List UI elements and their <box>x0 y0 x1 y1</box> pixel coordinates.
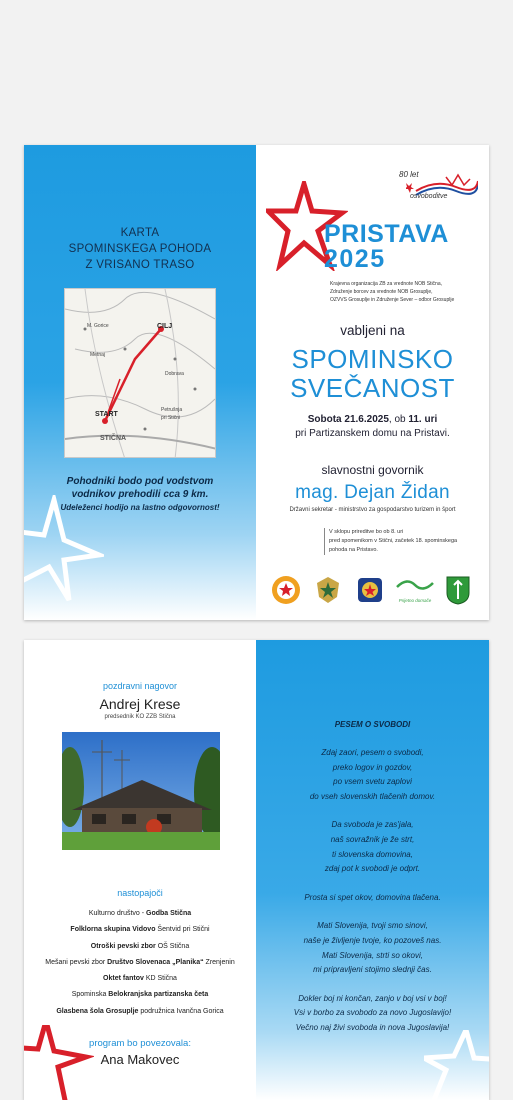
red-star-corner-icon <box>24 1025 94 1100</box>
side-note-line: V sklopu prireditve bo ob 8. uri <box>329 529 404 535</box>
side-note <box>324 528 474 555</box>
poem-stanza: Da svoboda je zas'jala, naš sovražnik je že strt, ti slovenska domovina, zdaj pot k svobodi je odprt. <box>324 820 421 874</box>
route-map <box>64 288 216 458</box>
performer-item: Mešani pevski zbor Društvo Slovenaca „Planika“ Zrenjenin <box>45 958 235 966</box>
host-label: program bo povezovala: <box>89 1038 191 1049</box>
invited-text: vabljeni na <box>340 323 405 338</box>
event-year: 2025 <box>324 245 386 273</box>
prijetno-domace-logo <box>395 575 435 605</box>
side-note-line: pred spomenikom v Stični, začetek 18. spominskega <box>329 538 458 544</box>
ceremony-title-line: SVEČANOST <box>290 373 455 403</box>
logo-80-text: 80 let <box>399 170 419 179</box>
map-title <box>24 225 256 273</box>
organizers <box>330 280 480 304</box>
speaker-name: mag. Dejan Židan <box>295 482 450 503</box>
date-text: Sobota 21.6.2025 <box>307 414 389 425</box>
event-place: pri Partizanskem domu na Pristavi. <box>295 428 450 439</box>
performer-item: Oktet fantov KD Stična <box>103 975 177 983</box>
map-label-place: Metnaj <box>90 352 106 358</box>
side-note-line: pohoda na Pristavo. <box>329 547 378 553</box>
ceremony-title <box>256 345 489 403</box>
invitation-program-page <box>24 640 489 1100</box>
event-title: PRISTAVA <box>324 220 449 248</box>
map-label-cilj: CILJ <box>157 323 173 330</box>
performer-item: Folklorna skupina Vidovo Šentvid pri Stični <box>70 926 210 934</box>
sever-emblem-icon <box>355 575 385 605</box>
partisan-house-photo <box>62 732 220 850</box>
performer-item: Glasbena šola Grosuplje podružnica Ivančna Gorica <box>56 1007 224 1015</box>
time-text: 11. uri <box>408 414 438 425</box>
host-name: Ana Makovec <box>100 1052 180 1067</box>
poem-stanza: Dokler boj ni končan, zanjo v boj vsi v boj! Vsi v borbo za svobodo za novo Jugoslavijo! Večno naj živi svoboda in nova Jugoslavija! <box>293 993 452 1032</box>
organizer-line: Združenje borcev za vrednote NOB Grosuplje, <box>330 289 433 295</box>
walk-note-line: Pohodniki bodo pod vodstvom <box>66 476 214 487</box>
municipality-crest-icon <box>445 575 475 605</box>
performers-list <box>24 906 256 1020</box>
zb-emblem-icon <box>271 575 301 605</box>
poem-stanza: Prosta si spet okov, domovina tlačena. <box>304 892 441 902</box>
map-label-place: Dobrava <box>165 371 184 377</box>
walk-responsibility: Udeleženci hodijo na lastno odgovornost! <box>60 503 220 512</box>
sponsor-logos <box>271 575 471 609</box>
greeting-role: predsednik KO ZZB Stična <box>104 714 176 720</box>
poem-text <box>256 746 489 1050</box>
map-label-place: Petrušnja <box>161 407 183 413</box>
map-title-line: SPOMINSKEGA POHODA <box>68 243 212 255</box>
performer-item: Otroški pevski zbor OŠ Stična <box>90 942 190 950</box>
performer-item: Spominska Belokranjska partizanska četa <box>71 991 209 999</box>
event-date <box>256 413 489 441</box>
logo-osv-text: osvoboditve <box>410 193 448 200</box>
veterans-emblem-icon <box>313 575 343 605</box>
map-label-sticna: STIČNA <box>100 435 127 442</box>
greeting-name: Andrej Krese <box>99 696 181 712</box>
organizer-line: OZVVS Grosuplje in Združenje Sever – odbor Grosuplje <box>330 297 455 303</box>
organizer-line: Krajevna organizacija ZB za vrednote NOB Stična, <box>330 281 442 287</box>
map-title-line: Z VRISANO TRASO <box>85 259 195 271</box>
speaker-role: Državni sekretar - ministrstvo za gospodarstvo turizem in šport <box>289 507 456 513</box>
date-separator: , ob <box>388 414 409 425</box>
speaker-label: slavnostni govornik <box>321 463 424 477</box>
performer-item: Kulturno društvo - Godba Stična <box>88 910 192 917</box>
walk-note-line: vodnikov prehodili cca 9 km. <box>71 489 209 500</box>
poem-title: PESEM O SVOBODI <box>334 720 411 729</box>
map-label-start: START <box>95 411 118 418</box>
80-years-logo <box>396 167 481 207</box>
map-label-place: pri Stični <box>161 415 181 421</box>
ceremony-title-line: SPOMINSKO <box>291 344 454 374</box>
invitation-front-page <box>24 145 489 620</box>
poem-stanza: Zdaj zaori, pesem o svobodi, preko logov in gozdov, po vsem svetu zaplovi do vseh slovenskih tlačenih domov. <box>309 748 436 801</box>
white-star-outline-icon <box>24 495 104 605</box>
poem-stanza: Mati Slovenija, tvoji smo sinovi, naše je življenje tvoje, ko pozoveš nas. Mati Slovenija, strti so okovi, mi pripravljeni stojimo slednji čas. <box>303 921 442 975</box>
logo-caption: Prijetno domače <box>398 598 432 603</box>
greeting-label: pozdravni nagovor <box>102 681 178 691</box>
performers-label: nastopajoči <box>117 888 163 898</box>
map-label-place: M. Gorice <box>87 323 109 329</box>
map-title-line: KARTA <box>120 227 160 239</box>
